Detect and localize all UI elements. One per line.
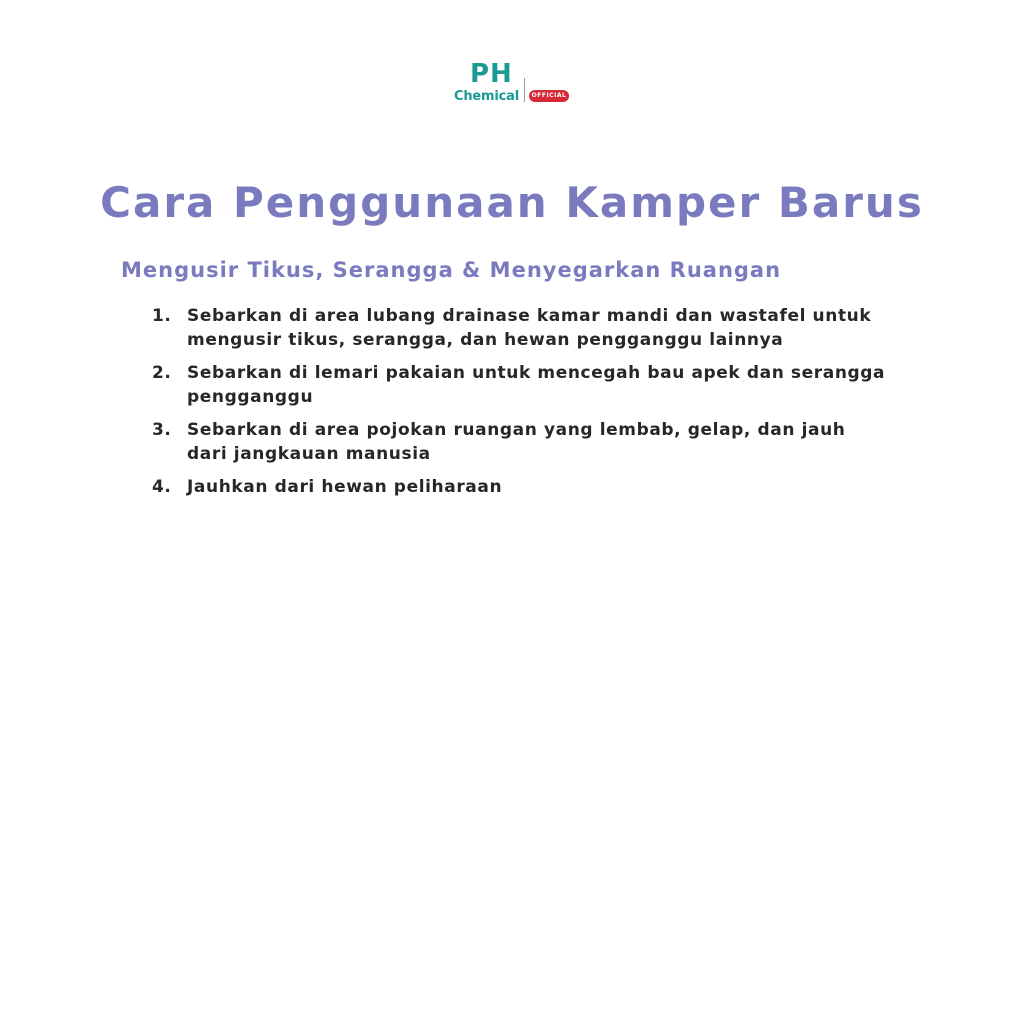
step-text: Sebarkan di area lubang drainase kamar mandi dan wastafel untuk mengusir tikus, serangga, dan hewan pengganggu lainnya — [187, 306, 872, 350]
step-text: Sebarkan di lemari pakaian untuk mencegah bau apek dan serangga pengganggu — [187, 363, 886, 407]
step-item — [152, 361, 892, 409]
steps-list — [152, 304, 892, 508]
step-item — [152, 304, 892, 352]
brand-logo — [454, 60, 572, 106]
logo-divider — [524, 78, 525, 102]
step-text: Jauhkan dari hewan peliharaan — [187, 477, 503, 497]
step-number: 1. — [152, 306, 172, 326]
official-badge: OFFICIAL — [529, 90, 569, 102]
step-item — [152, 475, 892, 499]
step-text: Sebarkan di area pojokan ruangan yang lembab, gelap, dan jauh dari jangkauan manusia — [187, 420, 846, 464]
step-item — [152, 418, 892, 466]
section-subtitle: Mengusir Tikus, Serangga & Menyegarkan Ruangan — [121, 258, 782, 282]
step-number: 2. — [152, 363, 172, 383]
logo-ph-text: PH — [470, 59, 513, 89]
logo-chemical-text: Chemical — [454, 89, 519, 104]
page-title: Cara Penggunaan Kamper Barus — [100, 178, 924, 227]
step-number: 4. — [152, 477, 172, 497]
step-number: 3. — [152, 420, 172, 440]
